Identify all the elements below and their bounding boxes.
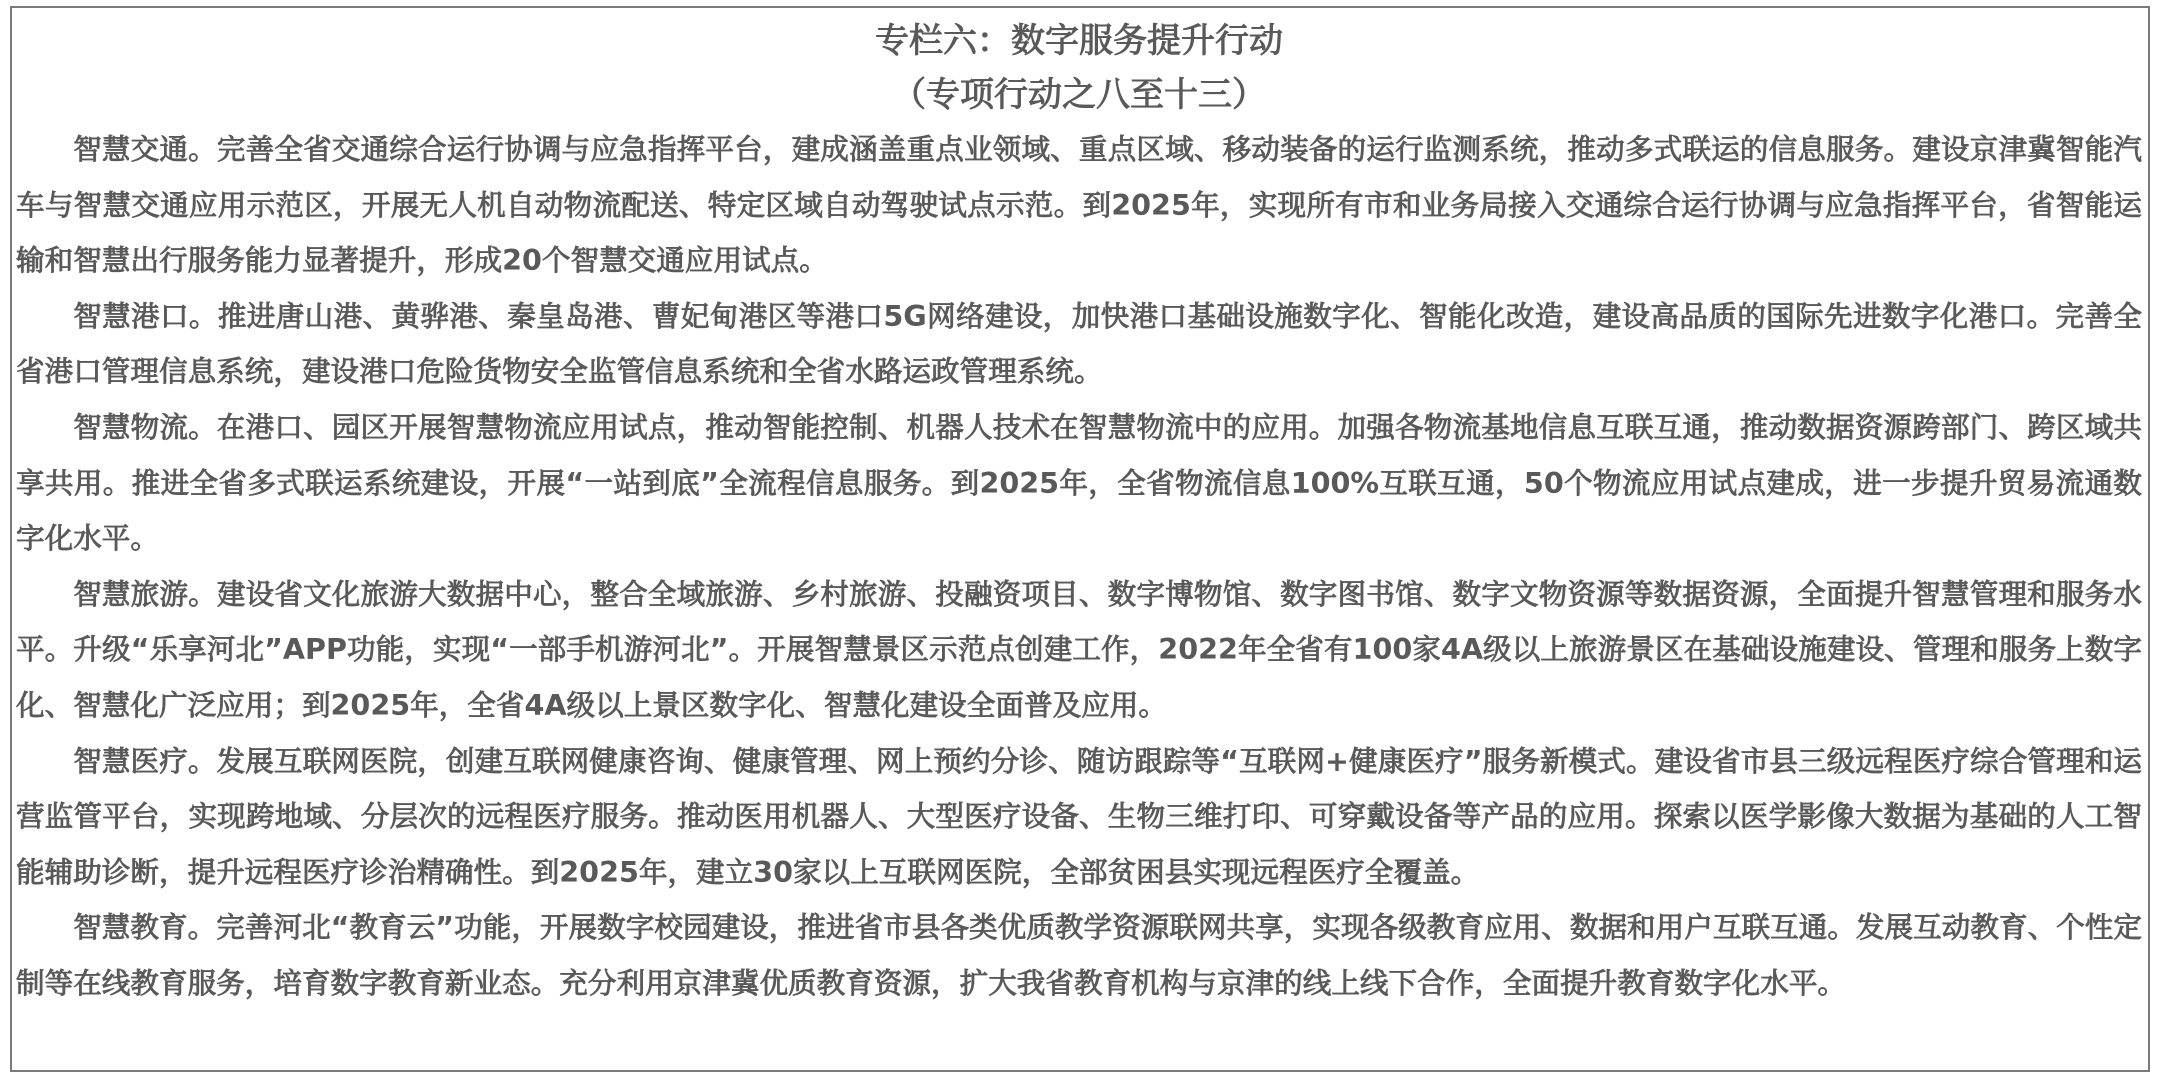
paragraph-smart-healthcare: 智慧医疗。发展互联网医院，创建互联网健康咨询、健康管理、网上预约分诊、随访跟踪等“互联网+健康医疗”服务新模式。建设省市县三级远程医疗综合管理和运营监管平台，实现跨地域、分层次的远程医疗服务。推动医用机器人、大型医疗设备、生物三维打印、可穿戴设备等产品的应用。探索以医学影像大数据为基础的人工智能辅助诊断，提升远程医疗诊治精确性。到2025年，建立30家以上互联网医院，全部贫困县实现远程医疗全覆盖。 xyxy=(16,743,2142,889)
paragraph-smart-tourism: 智慧旅游。建设省文化旅游大数据中心，整合全域旅游、乡村旅游、投融资项目、数字博物馆、数字图书馆、数字文物资源等数据资源，全面提升智慧管理和服务水平。升级“乐享河北”APP功能，实现“一部手机游河北”。开展智慧景区示范点创建工作，2022年全省有100家4A级以上旅游景区在基础设施建设、管理和服务上数字化、智慧化广泛应用；到2025年，全省4A级以上景区数字化、智慧化建设全面普及应用。 xyxy=(16,576,2142,722)
paragraph-smart-logistics: 智慧物流。在港口、园区开展智慧物流应用试点，推动智能控制、机器人技术在智慧物流中的应用。加强各物流基地信息互联互通，推动数据资源跨部门、跨区域共享共用。推进全省多式联运系统建设，开展“一站到底”全流程信息服务。到2025年，全省物流信息100%互联互通，50个物流应用试点建成，进一步提升贸易流通数字化水平。 xyxy=(16,409,2142,556)
paragraph-smart-port: 智慧港口。推进唐山港、黄骅港、秦皇岛港、曹妃甸港区等港口5G网络建设，加快港口基础设施数字化、智能化改造，建设高品质的国际先进数字化港口。完善全省港口管理信息系统，建设港口危险货物安全监管信息系统和全省水路运政管理系统。 xyxy=(16,298,2142,389)
box-subtitle: （专项行动之八至十三） xyxy=(892,75,1266,115)
paragraph-smart-transport: 智慧交通。完善全省交通综合运行协调与应急指挥平台，建成涵盖重点业领域、重点区域、移动装备的运行监测系统，推动多式联运的信息服务。建设京津冀智能汽车与智慧交通应用示范区，开展无人机自动物流配送、特定区域自动驾驶试点示范。到2025年，实现所有市和业务局接入交通综合运行协调与应急指挥平台，省智能运输和智慧出行服务能力显著提升，形成20个智慧交通应用试点。 xyxy=(16,132,2142,278)
feature-box xyxy=(10,6,2150,1072)
paragraph-smart-education: 智慧教育。完善河北“教育云”功能，开展数字校园建设，推进省市县各类优质教学资源联网共享，实现各级教育应用、数据和用户互联互通。发展互动教育、个性定制等在线教育服务，培育数字教育新业态。充分利用京津冀优质教育资源，扩大我省教育机构与京津的线上线下合作，全面提升教育数字化水平。 xyxy=(16,910,2142,1000)
box-title: 专栏六：数字服务提升行动 xyxy=(875,21,1283,61)
